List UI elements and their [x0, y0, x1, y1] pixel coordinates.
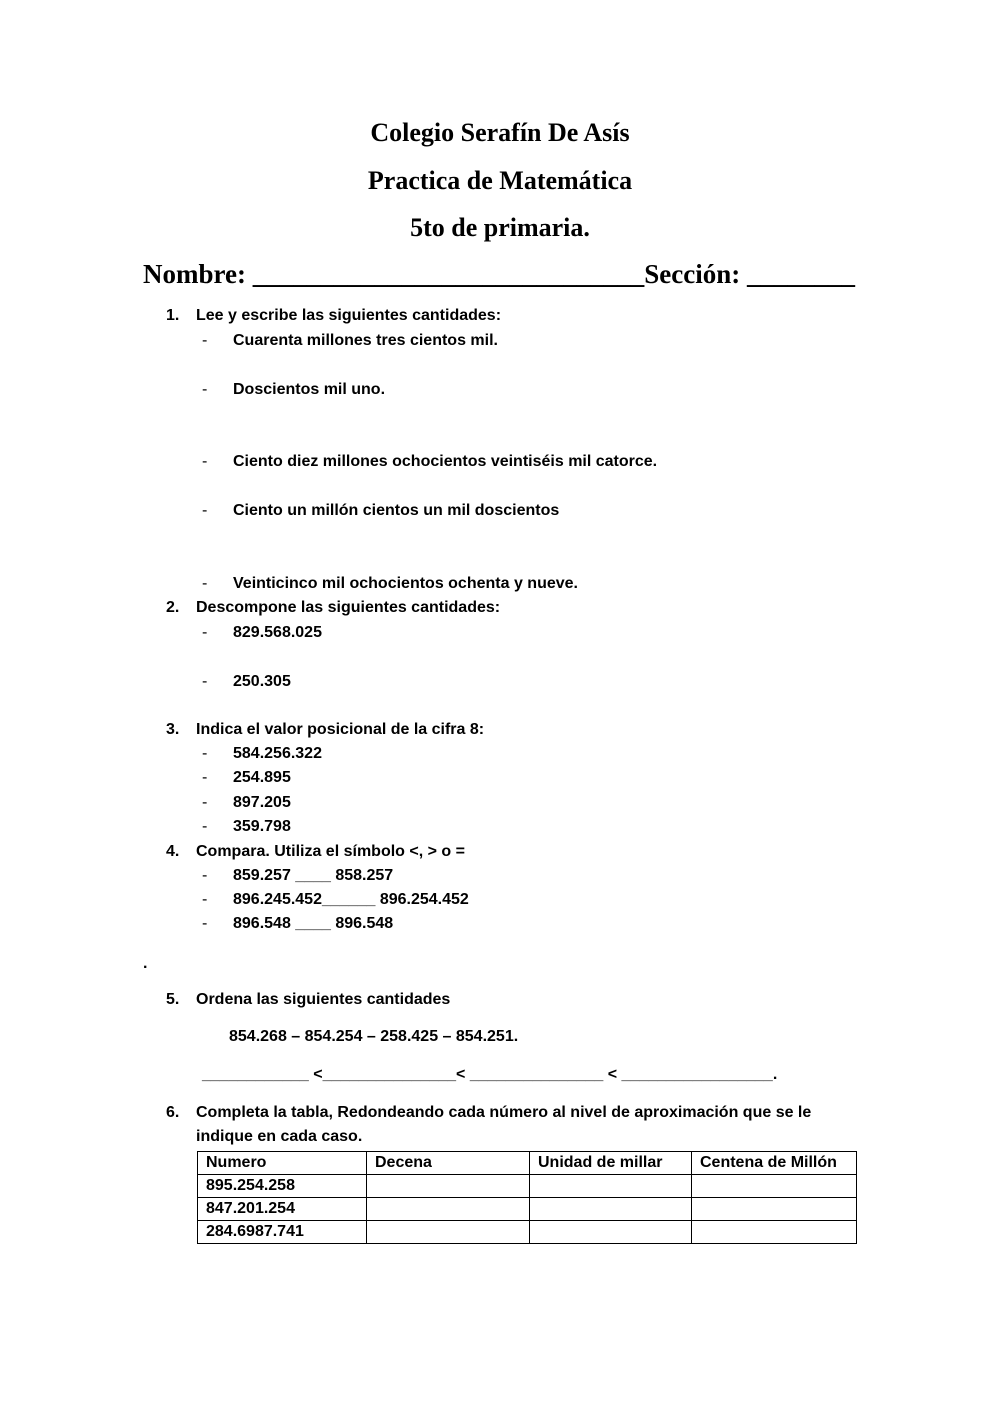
header-centena-de-millon: Centena de Millón — [692, 1152, 857, 1175]
list-item: - 584.256.322 — [202, 745, 322, 762]
list-item: - Ciento un millón cientos un mil doscientos — [202, 502, 560, 519]
number-cell: 895.254.258 — [198, 1175, 367, 1198]
answer-cell[interactable] — [530, 1198, 692, 1221]
list-item: - 859.257 ____ 858.257 — [202, 867, 394, 884]
question-2: 2. Descompone las siguientes cantidades: — [166, 599, 501, 616]
answer-cell[interactable] — [530, 1221, 692, 1244]
question-text: Completa la tabla, Redondeando cada número al nivel de aproximación que se le — [196, 1104, 812, 1121]
section-blank: ________ — [746, 259, 855, 289]
grade-title: 5to de primaria. — [410, 213, 590, 242]
list-item: - 896.245.452______ 896.254.452 — [202, 891, 469, 908]
ordering-answer-line: ____________ <_______________< _______________ < _________________. — [202, 1066, 778, 1083]
subject-title: Practica de Matemática — [367, 166, 633, 195]
answer-cell[interactable] — [530, 1175, 692, 1198]
header-decena: Decena — [367, 1152, 530, 1175]
table-row — [198, 1175, 857, 1198]
list-item: - Cuarenta millones tres cientos mil. — [202, 332, 498, 349]
rounding-table — [197, 1151, 857, 1244]
list-item: - Doscientos mil uno. — [202, 381, 386, 398]
ordering-sequence: 854.268 – 854.254 – 258.425 – 854.251. — [229, 1028, 519, 1045]
list-item: - 254.895 — [202, 769, 291, 786]
answer-cell[interactable] — [367, 1175, 530, 1198]
question-text: Lee y escribe las siguientes cantidades: — [196, 307, 502, 324]
list-item: - 250.305 — [202, 673, 291, 690]
list-item: - Veinticinco mil ochocientos ochenta y nueve. — [202, 575, 578, 592]
question-4: 4. Compara. Utiliza el símbolo <, > o = — [166, 843, 465, 860]
question-6: 6. Completa la tabla, Redondeando cada número al nivel de aproximación que se le — [166, 1104, 812, 1121]
question-text: Indica el valor posicional de la cifra 8: — [196, 721, 485, 738]
student-info-line — [143, 259, 863, 290]
list-item: - Ciento diez millones ochocientos veintiséis mil catorce. — [202, 453, 658, 470]
stray-dot: . — [143, 955, 148, 972]
header-numero: Numero — [198, 1152, 367, 1175]
list-item: - 359.798 — [202, 818, 291, 835]
school-title: Colegio Serafín De Asís — [370, 118, 630, 147]
section-label: Sección: — [644, 259, 741, 289]
list-item: - 896.548 ____ 896.548 — [202, 915, 394, 932]
question-text: Ordena las siguientes cantidades — [196, 991, 451, 1008]
answer-cell[interactable] — [367, 1198, 530, 1221]
question-5: 5. Ordena las siguientes cantidades — [166, 991, 451, 1008]
name-blank: _____________________________ — [252, 259, 645, 289]
list-item: - 897.205 — [202, 794, 291, 811]
answer-cell[interactable] — [692, 1198, 857, 1221]
answer-cell[interactable] — [692, 1175, 857, 1198]
name-label: Nombre: — [143, 259, 246, 289]
question-6-continued: indique en cada caso. — [196, 1128, 363, 1145]
table-header-row — [198, 1152, 857, 1175]
table-row — [198, 1221, 857, 1244]
header-unidad-de-millar: Unidad de millar — [530, 1152, 692, 1175]
list-item: - 829.568.025 — [202, 624, 322, 641]
number-cell: 284.6987.741 — [198, 1221, 367, 1244]
question-text: Descompone las siguientes cantidades: — [196, 599, 501, 616]
question-1: 1. Lee y escribe las siguientes cantidades: — [166, 307, 502, 324]
number-cell: 847.201.254 — [198, 1198, 367, 1221]
answer-cell[interactable] — [692, 1221, 857, 1244]
table-row — [198, 1198, 857, 1221]
answer-cell[interactable] — [367, 1221, 530, 1244]
question-3: 3. Indica el valor posicional de la cifra 8: — [166, 721, 485, 738]
question-text: Compara. Utiliza el símbolo <, > o = — [196, 843, 465, 860]
